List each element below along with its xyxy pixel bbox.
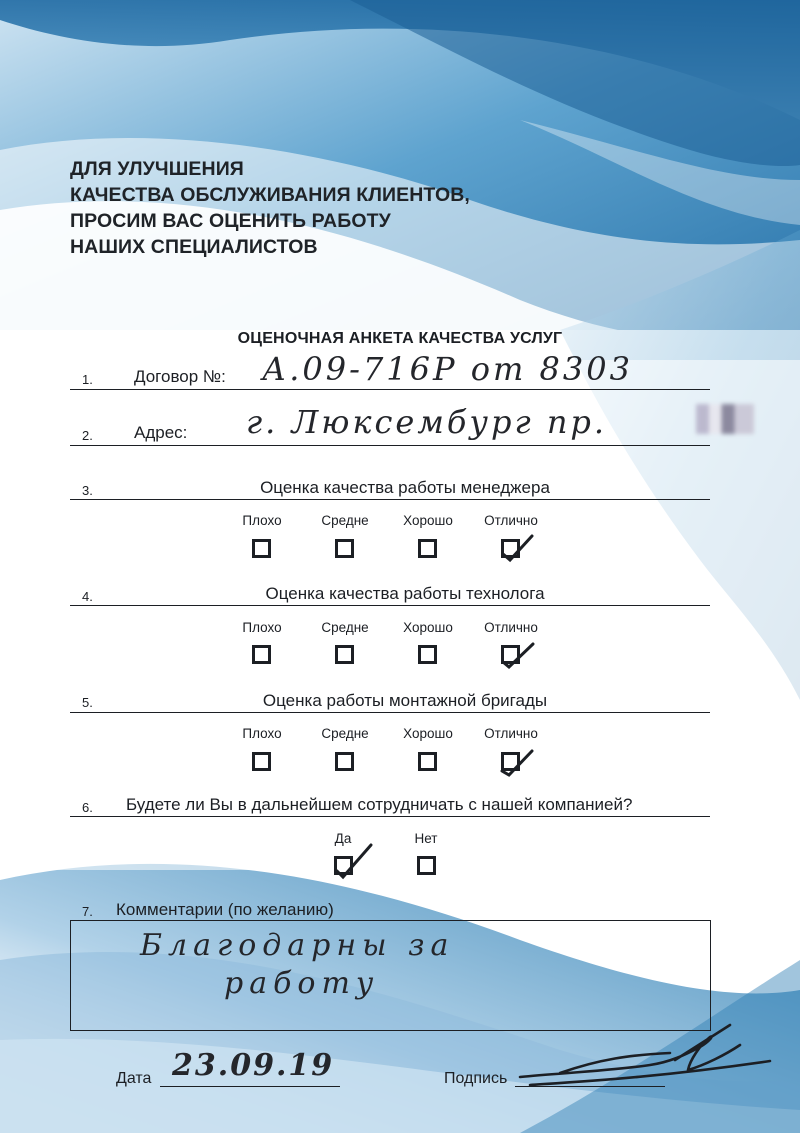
q5-option-bad: Плохо — [242, 726, 282, 741]
question-6-title: Будете ли Вы в дальнейшем сотрудничать с нашей компанией? — [126, 795, 633, 814]
check-mark-icon — [500, 745, 536, 777]
q3-option-excellent: Отлично — [484, 513, 538, 528]
q4-option-bad: Плохо — [242, 620, 282, 635]
q5-checkbox-excellent[interactable] — [501, 752, 520, 771]
comments-text-line-1: Благодарны за — [140, 928, 455, 963]
signature-drawing — [500, 1015, 780, 1095]
signature-label: Подпись — [444, 1070, 508, 1087]
contract-value[interactable]: А.09-716Р от 8303 — [262, 350, 633, 388]
comments-label: Комментарии (по желанию) — [116, 900, 334, 919]
q5-option-good: Хорошо — [403, 726, 453, 741]
date-value[interactable]: 23.09.19 — [172, 1048, 335, 1083]
q4-checkbox-bad[interactable] — [252, 645, 271, 664]
question-3-title: Оценка качества работы менеджера — [260, 478, 550, 497]
q3-option-bad: Плохо — [242, 513, 282, 528]
question-6-underline — [70, 816, 710, 817]
item-number-1: 1. — [82, 372, 93, 387]
question-3-underline — [70, 499, 710, 500]
q5-checkbox-average[interactable] — [335, 752, 354, 771]
header-line-3: ПРОСИМ ВАС ОЦЕНИТЬ РАБОТУ — [70, 210, 391, 232]
check-mark-icon — [500, 532, 536, 564]
item-number-3: 3. — [82, 483, 93, 498]
question-5-underline — [70, 712, 710, 713]
address-underline — [70, 445, 710, 446]
item-number-2: 2. — [82, 428, 93, 443]
q5-option-excellent: Отлично — [484, 726, 538, 741]
q3-checkbox-average[interactable] — [335, 539, 354, 558]
q4-option-good: Хорошо — [403, 620, 453, 635]
form-title: ОЦЕНОЧНАЯ АНКЕТА КАЧЕСТВА УСЛУГ — [237, 330, 563, 347]
q6-checkbox-yes[interactable] — [334, 856, 353, 875]
check-mark-icon — [333, 841, 373, 881]
item-number-6: 6. — [82, 800, 93, 815]
q5-checkbox-bad[interactable] — [252, 752, 271, 771]
header-line-2: КАЧЕСТВА ОБСЛУЖИВАНИЯ КЛИЕНТОВ, — [70, 184, 470, 206]
address-label: Адрес: — [134, 423, 188, 442]
contract-label: Договор №: — [134, 367, 226, 386]
item-number-5: 5. — [82, 695, 93, 710]
question-4-title: Оценка качества работы технолога — [265, 584, 545, 603]
item-number-7: 7. — [82, 904, 93, 919]
q3-checkbox-good[interactable] — [418, 539, 437, 558]
question-5-title: Оценка работы монтажной бригады — [262, 691, 548, 710]
q6-option-yes: Да — [334, 831, 352, 846]
q3-checkbox-bad[interactable] — [252, 539, 271, 558]
check-mark-icon — [500, 638, 536, 670]
q4-option-excellent: Отлично — [484, 620, 538, 635]
q4-option-average: Средне — [321, 620, 369, 635]
item-number-4: 4. — [82, 589, 93, 604]
question-4-underline — [70, 605, 710, 606]
redacted-mark — [696, 404, 754, 434]
q4-checkbox-average[interactable] — [335, 645, 354, 664]
header-block — [70, 156, 470, 260]
q5-option-average: Средне — [321, 726, 369, 741]
q3-checkbox-excellent[interactable] — [501, 539, 520, 558]
date-underline — [160, 1086, 340, 1087]
contract-underline — [70, 389, 710, 390]
header-line-1: ДЛЯ УЛУЧШЕНИЯ — [70, 158, 244, 180]
q3-option-good: Хорошо — [403, 513, 453, 528]
header-line-4: НАШИХ СПЕЦИАЛИСТОВ — [70, 236, 318, 258]
q4-checkbox-good[interactable] — [418, 645, 437, 664]
comments-text-line-2: работу — [224, 966, 380, 1001]
q3-option-average: Средне — [321, 513, 369, 528]
q4-checkbox-excellent[interactable] — [501, 645, 520, 664]
q6-checkbox-no[interactable] — [417, 856, 436, 875]
q5-checkbox-good[interactable] — [418, 752, 437, 771]
address-value[interactable]: г. Люксембург пр. — [246, 403, 608, 441]
date-label: Дата — [116, 1070, 152, 1087]
q6-option-no: Нет — [414, 831, 438, 846]
